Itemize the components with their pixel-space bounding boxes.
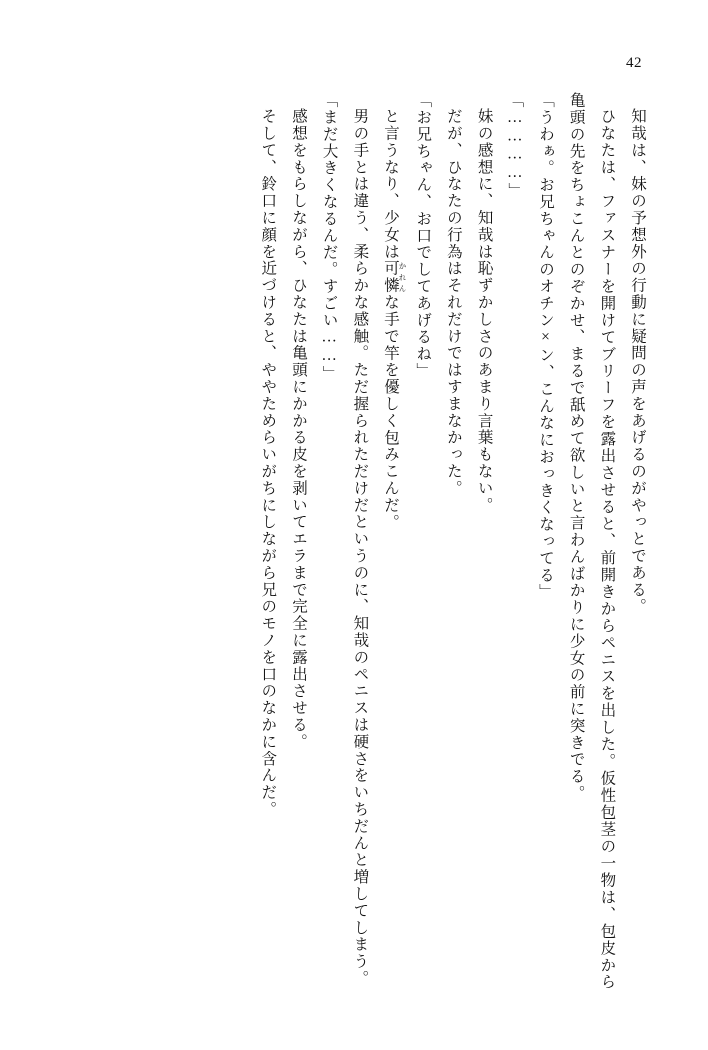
paragraph: 男の手とは違う、柔らかな感触。ただ握られただけだというのに、知哉のペニスは硬さをいちだんと増してしまう。: [351, 107, 369, 987]
paragraph-ruby-prefix: と言うなり、少女は: [382, 107, 399, 260]
paragraph: 「うわぁ。お兄ちゃんのオチン×ン、こんなにおっきくなってる」: [536, 92, 554, 601]
ruby-reading: かれん: [398, 259, 407, 294]
page-number: 42: [626, 55, 642, 71]
paragraph: 妹の感想に、知哉は恥ずかしさのあまり言葉もない。: [475, 107, 493, 514]
paragraph: 知哉は、妹の予想外の行動に疑問の声をあげるのがやっとである。: [629, 107, 646, 615]
page-body-text: [56, 92, 652, 990]
paragraph: 「…………」: [506, 92, 524, 200]
paragraph-ruby-suffix: な手で竿を優しく包みこんだ。: [382, 293, 399, 531]
ruby-karen: [382, 259, 407, 294]
paragraph: 「お兄ちゃん、お口でしてあげるね」: [414, 92, 432, 380]
paragraph: そして、鈴口に顔を近づけると、ややためらいがちにしながら兄のモノを口のなかに含んだ。: [259, 107, 277, 818]
paragraph: ひなたは、ファスナーを開けてブリーフを露出させると、前開きからペニスを出した。仮性包茎の一物は、包皮から亀頭の先をちょこんとのぞかせ、まるで舐めて欲しいと言わんばかりに少女の前に突きでる。: [567, 92, 616, 990]
paragraph-with-ruby: [374, 92, 406, 990]
paragraph: だが、ひなたの行為はそれだけではすまなかった。: [444, 107, 462, 497]
paragraph: 「まだ大きくなるんだ。すごい……」: [320, 92, 338, 383]
paragraph: 感想をもらしながら、ひなたは亀頭にかかる皮を剥いてエラまで完全に露出させる。: [289, 107, 307, 750]
ruby-base: 可憐: [382, 259, 399, 294]
